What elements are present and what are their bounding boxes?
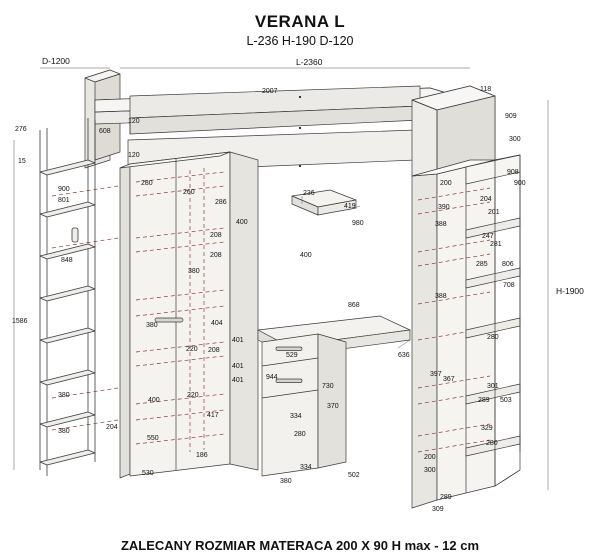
callout: 118 — [480, 86, 492, 93]
callout: 944 — [266, 374, 278, 381]
callout: 636 — [398, 352, 410, 359]
wardrobe-carcass — [120, 152, 258, 478]
callout: 708 — [503, 282, 515, 289]
callout: 334 — [290, 413, 302, 420]
callout: 280 — [487, 334, 499, 341]
callout: 200 — [440, 180, 452, 187]
callout: 289 — [478, 397, 490, 404]
callout: 980 — [352, 220, 364, 227]
callout: 530 — [142, 470, 154, 477]
callout: 367 — [443, 376, 455, 383]
callout: 419 — [344, 203, 356, 210]
callout: 201 — [488, 209, 500, 216]
callout: 300 — [424, 467, 436, 474]
page-subtitle: L-236 H-190 D-120 — [246, 34, 354, 48]
callout: 276 — [15, 126, 27, 133]
callout: 417 — [207, 412, 219, 419]
callout: 329 — [481, 425, 493, 432]
dimension-height-1900: H-1900 — [556, 286, 584, 296]
callout: 204 — [106, 424, 118, 431]
callout: 400 — [148, 397, 160, 404]
callout: 200 — [424, 454, 436, 461]
callout: 401 — [232, 377, 244, 384]
callout: 281 — [490, 241, 502, 248]
callout: 186 — [196, 452, 208, 459]
callout: 15 — [18, 158, 26, 165]
callout: 404 — [211, 320, 223, 327]
callout: 220 — [187, 392, 199, 399]
callout: 380 — [58, 392, 70, 399]
callout: 401 — [232, 363, 244, 370]
callout: 208 — [210, 232, 222, 239]
page-title: VERANA L — [254, 12, 346, 31]
callout: 260 — [183, 189, 195, 196]
callout: 380 — [58, 428, 70, 435]
callout: 280 — [141, 180, 153, 187]
callout: 550 — [147, 435, 159, 442]
callout: 730 — [322, 383, 334, 390]
callout: 503 — [500, 397, 512, 404]
callout: 247 — [482, 233, 494, 240]
callout: 370 — [327, 403, 339, 410]
callout: 280 — [294, 431, 306, 438]
callout: 397 — [430, 371, 442, 378]
callout: 2007 — [262, 88, 278, 95]
callout: 220 — [186, 346, 198, 353]
callout: 208 — [210, 252, 222, 259]
callout: 300 — [509, 136, 521, 143]
callout: 502 — [348, 472, 360, 479]
callout: 848 — [61, 257, 73, 264]
callout: 400 — [236, 219, 248, 226]
callout: 120 — [128, 118, 140, 125]
callout: 289 — [440, 494, 452, 501]
dimension-length-2360: L-2360 — [296, 57, 323, 67]
callout: 801 — [58, 197, 70, 204]
callout: 208 — [208, 347, 220, 354]
callout: 286 — [215, 199, 227, 206]
callout: 900 — [58, 186, 70, 193]
callout: 401 — [232, 337, 244, 344]
callout: 909 — [505, 113, 517, 120]
callout: 908 — [507, 169, 519, 176]
dimension-depth-1200: D-1200 — [42, 56, 70, 66]
callout: 301 — [487, 383, 499, 390]
callout: 388 — [435, 221, 447, 228]
callout: 236 — [303, 190, 315, 197]
ladder — [40, 118, 95, 476]
callout: 608 — [99, 128, 111, 135]
callout: 900 — [514, 180, 526, 187]
callout: 204 — [480, 196, 492, 203]
callout: 1586 — [12, 318, 28, 325]
callout: 388 — [435, 293, 447, 300]
callout: 309 — [432, 506, 444, 513]
callout: 390 — [438, 204, 450, 211]
footer-note: ZALECANY ROZMIAR MATERACA 200 X 90 H max - 12 cm — [120, 538, 480, 553]
callout: 380 — [280, 478, 292, 485]
callout: 120 — [128, 152, 140, 159]
callout: 280 — [486, 440, 498, 447]
callout: 529 — [286, 352, 298, 359]
callout: 806 — [502, 261, 514, 268]
callout: 285 — [476, 261, 488, 268]
callout: 868 — [348, 302, 360, 309]
callout: 380 — [146, 322, 158, 329]
callout: 334 — [300, 464, 312, 471]
callout: 400 — [300, 252, 312, 259]
callout: 380 — [188, 268, 200, 275]
